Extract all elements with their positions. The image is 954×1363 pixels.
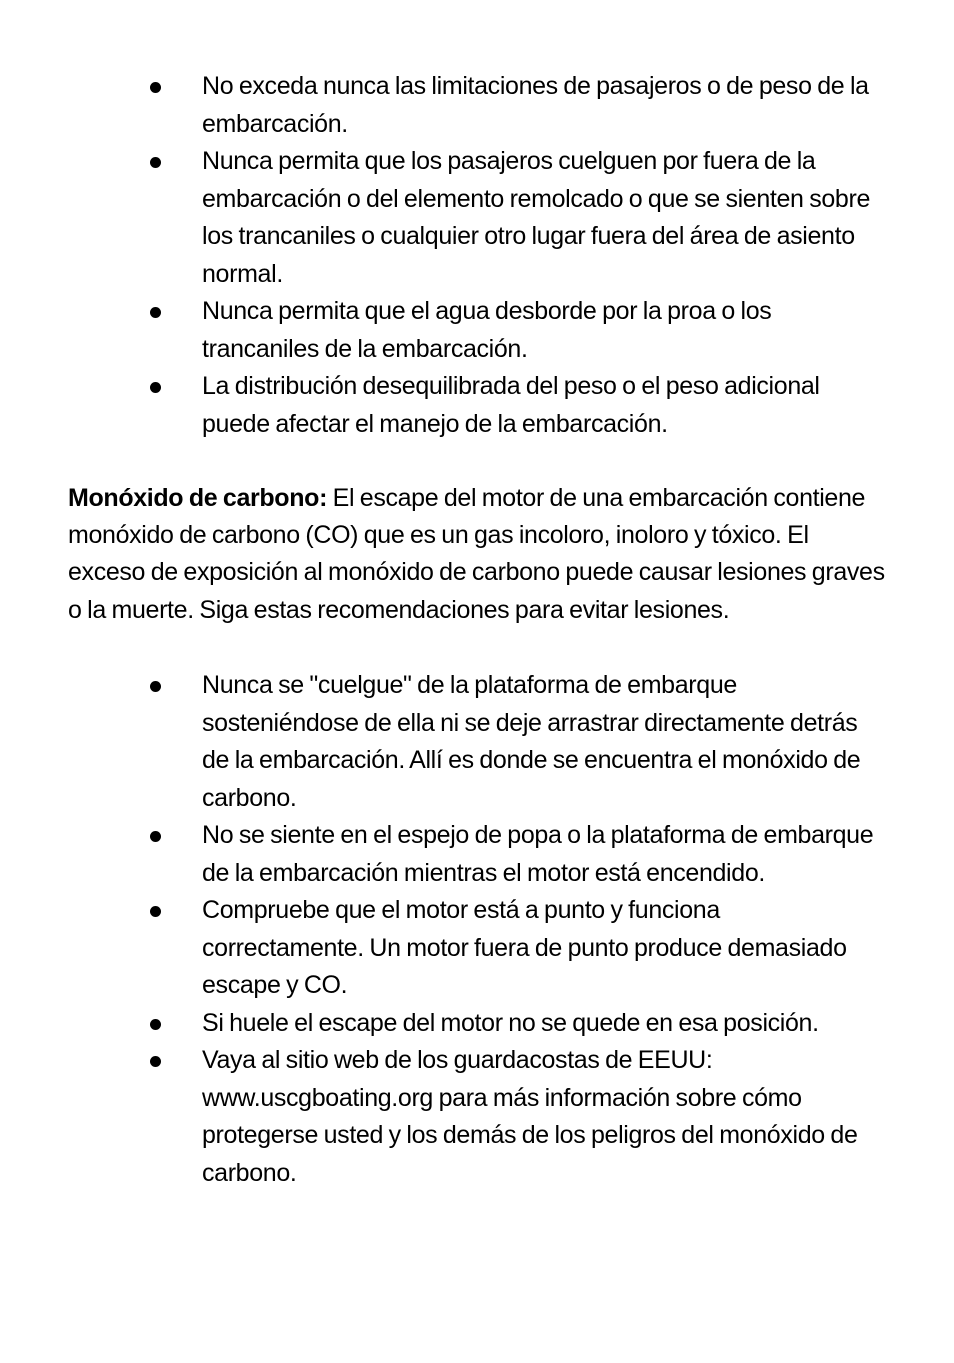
carbon-monoxide-paragraph (68, 480, 888, 629)
list-item-text: Si huele el escape del motor no se quede en esa posición. (202, 1008, 819, 1037)
bullet-icon (150, 157, 161, 168)
list-item-text: No se siente en el espejo de popa o la plataforma de embarque de la embarcación mientras el motor está encendido. (202, 821, 874, 887)
list-item-text: Vaya al sitio web de los guardacostas de EEUU: www.uscgboating.org para más información sobre cómo protegerse usted y los demás de los peligros del monóxido de carbono. (202, 1046, 858, 1187)
list-item (0, 667, 954, 817)
list-item (0, 293, 954, 368)
list-item (0, 368, 954, 443)
list-item (0, 68, 954, 143)
bullet-icon (150, 1019, 161, 1030)
list-item (0, 892, 954, 1005)
bullet-icon (150, 681, 161, 692)
list-item (0, 1005, 954, 1043)
list-item (0, 817, 954, 892)
bullet-icon (150, 82, 161, 93)
bullet-icon (150, 831, 161, 842)
bullet-icon (150, 382, 161, 393)
bullet-icon (150, 307, 161, 318)
list-item-text: La distribución desequilibrada del peso o el peso adicional puede afectar el manejo de la embarcación. (202, 372, 820, 438)
list-item-text: Nunca permita que el agua desborde por la proa o los trancaniles de la embarcación. (202, 297, 772, 363)
bullet-icon (150, 906, 161, 917)
section-body: El escape del motor de una embarcación contiene monóxido de carbono (CO) que es un gas incoloro, inoloro y tóxico. El exceso de exposición al monóxido de carbono puede causar lesiones graves o la muerte. Siga estas recomendaciones para evitar lesiones. (68, 484, 885, 624)
safety-bullet-list (0, 68, 954, 443)
list-item (0, 1042, 954, 1192)
bullet-icon (150, 1056, 161, 1067)
list-item-text: No exceda nunca las limitaciones de pasajeros o de peso de la embarcación. (202, 72, 869, 138)
list-item-text: Compruebe que el motor está a punto y funciona correctamente. Un motor fuera de punto produce demasiado escape y CO. (202, 896, 847, 999)
section-title: Monóxido de carbono: (68, 484, 328, 512)
list-item-text: Nunca permita que los pasajeros cuelguen por fuera de la embarcación o del elemento remolcado o que se sienten sobre los trancaniles o cualquier otro lugar fuera del área de asiento normal. (202, 147, 870, 288)
list-item (0, 143, 954, 293)
carbon-monoxide-bullet-list (0, 667, 954, 1192)
list-item-text: Nunca se "cuelgue" de la plataforma de embarque sosteniéndose de ella ni se deje arrastrar directamente detrás de la embarcación. Allí es donde se encuentra el monóxido de carbono. (202, 671, 861, 812)
